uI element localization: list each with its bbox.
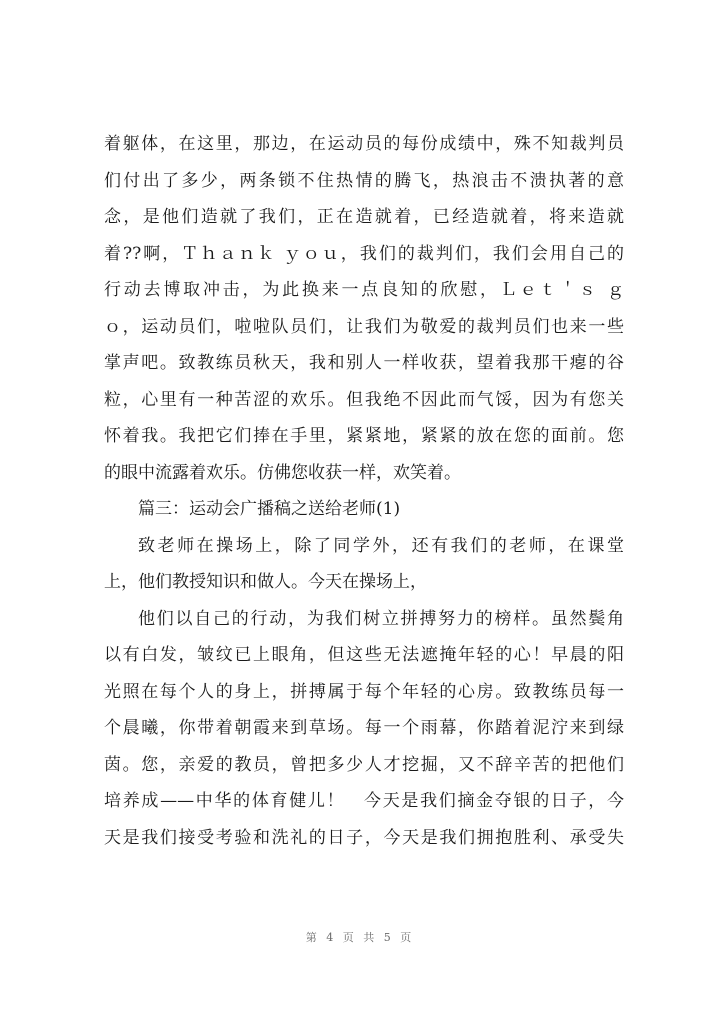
text-line: 培养成——中华的体育健儿！ 今天是我们摘金夺银的日子，今	[104, 791, 624, 811]
text-line: 们付出了多少，两条锁不住热情的腾飞，热浪击不溃执著的意	[104, 170, 624, 191]
text-line: 掌声吧。致教练员秋天，我和别人一样收获，望着我那干瘪的谷	[104, 353, 624, 373]
page-number-footer: 第 4 页 共 5 页	[305, 931, 415, 944]
text-line: 他们以自己的行动，为我们树立拼搏努力的榜样。虽然鬓角	[138, 608, 624, 629]
section-heading: 篇三：运动会广播稿之送给老师(1)	[138, 499, 401, 519]
text-line: 的眼中流露着欢乐。仿佛您收获一样，欢笑着。	[104, 462, 461, 483]
text-line: 茵。您，亲爱的教员，曾把多少人才挖掘，又不辞辛苦的把他们	[104, 754, 624, 775]
text-line: 上，他们教授知识和做人。今天在操场上，	[104, 572, 427, 592]
text-line: 以有白发，皱纹已上眼角，但这些无法遮掩年轻的心！早晨的阳	[104, 645, 624, 665]
text-line: 天是我们接受考验和洗礼的日子，今天是我们拥抱胜利、承受失	[104, 827, 624, 848]
text-line: 粒，心里有一种苦涩的欢乐。但我绝不因此而气馁，因为有您关	[104, 389, 624, 410]
text-line: 怀着我。我把它们捧在手里，紧紧地，紧紧的放在您的面前。您	[104, 426, 624, 446]
text-line: 着??啊，Ｔｈａｎｋ ｙｏｕ，我们的裁判们，我们会用自己的	[104, 243, 624, 264]
text-line: 念，是他们造就了我们，正在造就着，已经造就着，将来造就	[104, 207, 624, 227]
text-line: 致老师在操场上，除了同学外，还有我们的老师，在课堂	[138, 535, 624, 556]
text-line: 着躯体，在这里，那边，在运动员的每份成绩中，殊不知裁判员	[104, 134, 624, 154]
body-text	[104, 126, 624, 856]
text-line: ｏ，运动员们，啦啦队员们，让我们为敬爱的裁判员们也来一些	[104, 316, 624, 337]
text-line: 光照在每个人的身上，拼搏属于每个年轻的心房。致教练员每一	[104, 681, 624, 702]
text-line: 个晨曦，你带着朝霞来到草场。每一个雨幕，你踏着泥泞来到绿	[104, 718, 624, 738]
text-line: 行动去博取冲击，为此换来一点良知的欣慰，Ｌｅｔ＇ｓ ｇ	[104, 280, 624, 300]
